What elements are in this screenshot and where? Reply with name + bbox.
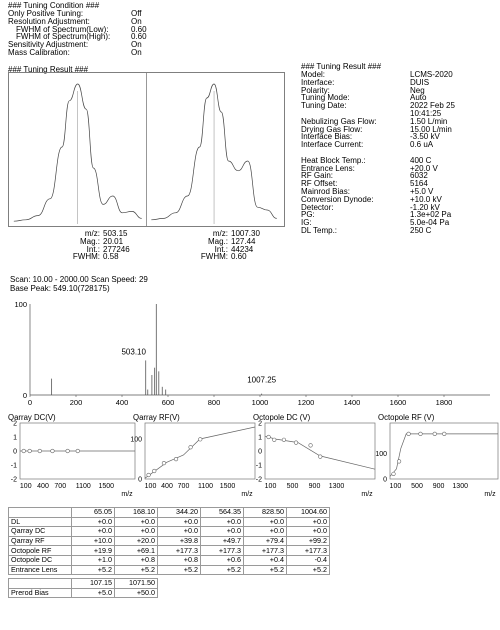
calib-point [162,461,166,465]
tuning-condition-value: On [131,40,142,50]
tuning-result-key: Conversion Dynode: [301,194,374,204]
calib-y-tick-label: -2 [10,476,17,484]
param-table-cell: +0.0 [158,517,201,527]
spectrum-y-tick-label: 0 [22,391,27,400]
calib-x-tick-label: 100 [389,483,402,490]
calib-point [198,438,202,442]
tuning-result-key: Interface Current: [301,140,364,150]
prerod-table-cell: +5.0 [72,588,115,598]
peak1-int-label: Int.: [86,244,100,254]
param-table-cell: +1.0 [72,555,115,565]
calib-chart-frame [145,423,255,479]
calib-point [294,441,298,445]
param-table-cell: +0.6 [201,555,244,565]
tuning-condition-key: Sensitivity Adjustment: [8,40,89,50]
peak1-info [40,230,130,261]
tuning-result-key: RF Gain: [301,171,334,181]
calib-point [189,445,193,449]
calib-y-tick-label: -2 [255,476,262,484]
tuning-condition-value: 0.60 [131,24,147,34]
tuning-result-value: LCMS-2020 [410,70,453,79]
calib-point [38,449,42,453]
param-table-cell: +0.0 [115,517,158,527]
tuning-result-key: Tuning Mode: [301,93,350,103]
tuning-result-value: +10.0 kV [410,194,442,204]
tuning-result-key: Nebulizing Gas Flow: [301,116,377,126]
calib-point [282,438,286,442]
param-table-header-cell: 1004.60 [287,508,330,518]
peak1-mag-label: Mag.: [79,236,100,246]
tuning-result-key: Interface: [301,77,335,87]
tuning-result-key: Detector: [301,202,334,212]
param-table-cell: Entrance Lens [9,565,72,575]
param-table-cell: +19.9 [72,546,115,556]
tuning-result-key: Interface Bias: [301,132,353,142]
param-table-cell: Octopole RF [9,546,72,556]
calib-point [419,432,423,436]
peak1-mag: 20.01 [103,236,124,246]
tuning-result-parameters [301,71,455,235]
tuning-result-value: +20.0 V [410,163,438,173]
tuning-condition-list [8,10,147,57]
tuning-condition-value: On [131,16,142,26]
param-table-cell: +79.4 [244,536,287,546]
spectrum-x-tick-label: 400 [115,398,129,407]
param-table-cell: Octopole DC [9,555,72,565]
param-table-cell: +99.2 [287,536,330,546]
calib-point [174,457,178,461]
calib-point [147,473,151,477]
calib-y-tick-label: 100 [130,436,142,444]
param-table-cell: +0.0 [158,527,201,537]
param-table-cell: Qarray RF [9,536,72,546]
tuning-result-key: Drying Gas Flow: [301,124,363,134]
calib-x-tick-label: 500 [286,483,299,490]
tuning-result-key: RF Offset: [301,179,338,189]
spectrum-peak-label: 503.10 [121,347,146,357]
param-table-cell: +49.7 [201,536,244,546]
calib-point [76,449,80,453]
calib-x-tick-label: 1100 [75,483,91,490]
tuning-result-value: 5.0e-04 Pa [410,218,450,228]
calib-y-tick-label: 100 [375,451,387,459]
tuning-result-value: Auto [410,93,427,103]
tuning-result-value: 6032 [410,171,428,181]
tuning-result-row [301,227,455,235]
prerod-table [8,578,158,598]
calib-chart-title: Octopole DC (V) [253,413,311,422]
param-table-cell: +5.2 [287,565,330,575]
tuning-result-key: Polarity: [301,85,330,95]
peak2-info [168,230,260,261]
tuning-condition-row [8,49,147,57]
calib-chart-frame [390,423,498,479]
calib-fit-line [265,436,375,469]
tuning-result-value: DUIS [410,77,430,87]
calib-y-tick-label: 0 [13,448,17,456]
param-table-cell: +0.0 [115,527,158,537]
tuning-result-key: Model: [301,70,326,79]
calib-y-tick-label: 1 [258,434,262,442]
calib-x-tick-label: 1500 [219,483,236,490]
param-table-header-cell [9,508,72,518]
param-table-cell: +39.8 [158,536,201,546]
spectrum-peak-label: 1007.25 [247,375,277,385]
tuning-result-title-left: ### Tuning Result ### [8,65,89,74]
prerod-table-header-row [9,579,158,589]
peak2-mag-label: Mag.: [207,236,228,246]
calib-fit-line [145,427,255,478]
calib-y-tick-label: 0 [258,448,262,456]
calib-x-tick-label: 100 [264,483,277,490]
calib-x-tick-label: 700 [177,483,190,490]
spectrum-x-tick-label: 1000 [251,398,269,407]
param-table-cell: +0.0 [201,527,244,537]
param-table-cell: -0.4 [287,555,330,565]
spectrum-x-tick-label: 200 [69,398,83,407]
calib-x-tick-label: 100 [144,483,157,490]
spectrum-x-tick-label: 0 [27,398,33,407]
spectrum-x-tick-label: 1800 [435,398,453,407]
calib-point [272,438,276,442]
peak1-fwhm: 0.58 [103,252,119,262]
param-table-cell: +0.8 [115,555,158,565]
tuning-result-value: 400 C [410,155,432,165]
calib-y-tick-label: -1 [255,462,262,470]
calib-x-label: m/z [121,491,133,498]
peak2-mz-label: m/z: [212,229,228,238]
tuning-condition-value: On [131,47,142,57]
calib-point [392,472,396,476]
tuning-condition-key: Mass Calibration: [8,47,70,57]
calib-x-tick-label: 1300 [328,483,345,490]
tuning-result-value: +5.0 V [410,186,434,196]
tuning-condition-key: Only Positive Tuning: [8,9,84,18]
tuning-condition-value: 0.60 [131,32,147,42]
calib-chart-frame [265,423,375,479]
peak2-int-label: Int.: [214,244,228,254]
peak2-fwhm: 0.60 [231,252,247,262]
spectrum-y-tick-label: 100 [14,300,27,309]
ms-spectrum-chart [0,292,500,412]
tuning-result-value: 5164 [410,179,428,189]
tuning-peaks-plot [8,72,285,227]
prerod-table-cell: +50.0 [115,588,158,598]
calib-fit-line [390,434,498,477]
calibration-charts [0,413,500,503]
tuning-peaks-svg [9,73,284,226]
tuning-result-value: -3.50 kV [410,132,440,142]
param-table-header-cell: 828.50 [244,508,287,518]
tuning-result-value: 10:41:25 [410,108,442,118]
tuning-result-value: 1.3e+02 Pa [410,210,452,220]
calib-y-tick-label: 2 [13,420,17,428]
calib-point [22,449,26,453]
tuning-result-key: Heat Block Temp.: [301,155,366,165]
tuning-result-value: 0.6 uA [410,140,434,150]
param-table-cell: +10.0 [72,536,115,546]
calib-x-label: m/z [241,491,253,498]
param-table-cell: +0.0 [201,517,244,527]
calib-x-tick-label: 400 [161,483,173,490]
calib-x-tick-label: 1500 [98,483,115,490]
tuning-result-key: DL Temp.: [301,225,338,235]
calib-x-tick-label: 1100 [197,483,214,490]
tuning-result-value: -1.20 kV [410,202,440,212]
calib-point [267,435,271,439]
peak1-fwhm-label: FWHM: [72,252,100,262]
calib-point [66,449,70,453]
peak2-fwhm-label: FWHM: [200,252,228,262]
param-table-cell: Qarray DC [9,527,72,537]
param-table-cell: +5.2 [115,565,158,575]
param-table-cell: DL [9,517,72,527]
param-table-cell: +5.2 [201,565,244,575]
tuning-result-key: Mainrod Bias: [301,186,350,196]
calib-y-tick-label: 2 [258,420,262,428]
calib-point [318,455,322,459]
tuning-result-value: 2022 Feb 25 [410,101,455,111]
calib-chart-title: Qarray DC(V) [8,413,56,422]
calib-point [309,444,313,448]
calib-y-tick-label: 0 [138,476,142,484]
param-table-cell: +20.0 [115,536,158,546]
param-table-row [9,565,330,575]
calib-x-tick-label: 900 [432,483,445,490]
param-table-cell: +69.1 [115,546,158,556]
param-table-cell: +177.3 [201,546,244,556]
param-table-cell: +177.3 [158,546,201,556]
param-table-cell: +5.2 [72,565,115,575]
base-peak-info: Base Peak: 549.10(728175) [10,284,110,293]
calib-point [442,432,446,436]
tuning-result-value: 1.50 L/min [410,116,448,126]
param-table-cell: +0.0 [244,517,287,527]
param-table-row [9,546,330,556]
spectrum-x-tick-label: 1200 [297,398,315,407]
calib-y-tick-label: 0 [383,476,387,484]
calib-x-tick-label: 700 [54,483,67,490]
param-table-cell: +0.8 [158,555,201,565]
param-table-header-cell: 65.05 [72,508,115,518]
calib-point [433,432,437,436]
peak1-int: 277246 [103,244,130,254]
param-table-header-row [9,508,330,518]
calib-x-tick-label: 1300 [452,483,468,490]
tuning-condition-title: ### Tuning Condition ### [8,1,100,10]
tuning-result-value: Neg [410,85,425,95]
calib-x-tick-label: 100 [19,483,32,490]
param-table-row [9,527,330,537]
param-table-cell: +5.2 [158,565,201,575]
param-table-cell: +5.2 [244,565,287,575]
param-table-header-cell: 168.10 [115,508,158,518]
tuning-result-title-right: ### Tuning Result ### [301,62,382,71]
calib-point [407,432,411,436]
param-table-cell: +177.3 [287,546,330,556]
parameter-table [8,507,330,575]
peak1-mz-label: m/z: [84,229,100,238]
tuning-result-key: Tuning Date: [301,101,347,111]
param-table-cell: +0.0 [244,527,287,537]
prerod-table-header-cell: 1071.50 [115,579,158,589]
prerod-table-row [9,588,158,598]
calib-point [152,469,156,473]
scan-info: Scan: 10.00 - 2000.00 Scan Speed: 29 [10,275,148,284]
calib-point [28,449,32,453]
param-table-header-cell: 564.35 [201,508,244,518]
param-table-row [9,517,330,527]
calib-x-label: m/z [361,491,373,498]
calib-y-tick-label: -1 [10,462,17,470]
peak2-mag: 127.44 [231,236,256,246]
spectrum-x-tick-label: 1600 [389,398,407,407]
calib-x-tick-label: 400 [37,483,49,490]
prerod-table-cell: Prerod Bias [9,588,72,598]
peak1-mz: 503.15 [103,229,128,238]
tuning-condition-value: Off [131,9,142,18]
calib-x-label: m/z [484,491,496,498]
param-table-cell: +0.0 [72,517,115,527]
calib-x-tick-label: 500 [411,483,423,490]
calib-x-tick-label: 900 [308,483,321,490]
tuning-result-key: Entrance Lens: [301,163,355,173]
spectrum-x-tick-label: 600 [161,398,175,407]
tuning-result-key: IG: [301,218,312,228]
param-table-row [9,555,330,565]
calib-point [397,460,401,464]
peak2-int: 44234 [231,244,254,254]
calib-point [51,449,55,453]
param-table-row [9,536,330,546]
param-table-cell: +0.0 [287,527,330,537]
calib-chart-title: Qarray RF(V) [133,413,180,422]
param-table-cell: +0.0 [287,517,330,527]
spectrum-x-tick-label: 800 [207,398,221,407]
tuning-condition-key: FWHM of Spectrum(Low): [16,24,109,34]
tuning-result-row [301,141,455,149]
spectrum-x-tick-label: 1400 [343,398,361,407]
prerod-table-header-cell: 107.15 [72,579,115,589]
tuning-result-value: 15.00 L/min [410,124,452,134]
tuning-condition-key: Resolution Adjustment: [8,16,90,26]
peak2-mz: 1007.30 [231,229,260,238]
param-table-cell: +0.0 [72,527,115,537]
calib-chart-title: Octopole RF (V) [378,413,435,422]
param-table-cell: +0.4 [244,555,287,565]
calib-y-tick-label: 1 [13,434,17,442]
param-table-header-cell: 344.20 [158,508,201,518]
prerod-table-header-cell [9,579,72,589]
tuning-result-key: PG: [301,210,315,220]
tuning-result-value: 250 C [410,225,432,235]
tuning-condition-key: FWHM of Spectrum(High): [16,32,111,42]
param-table-cell: +177.3 [244,546,287,556]
